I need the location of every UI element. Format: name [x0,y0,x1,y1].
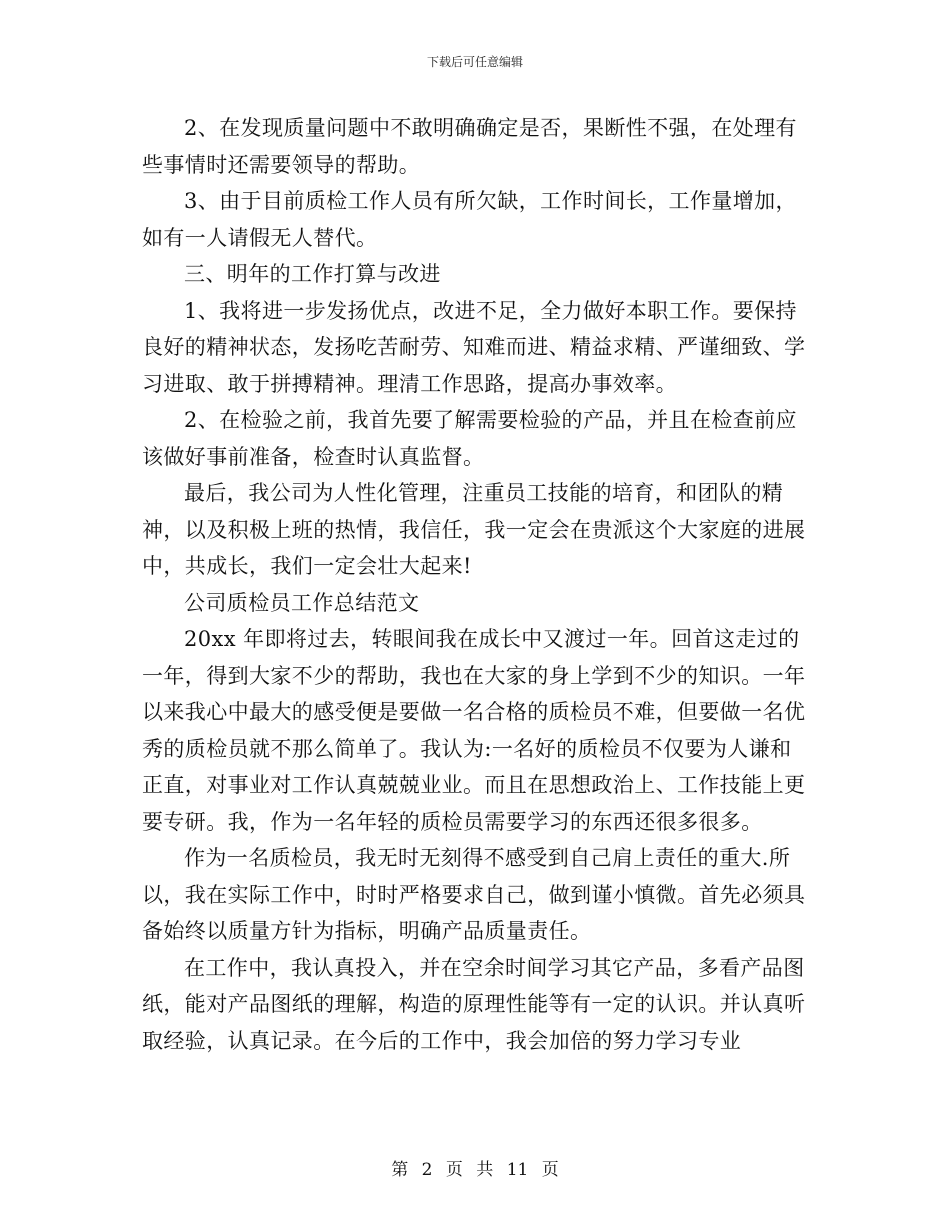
section-heading: 三、明年的工作打算与改进 [184,262,441,286]
document-title: 公司质检员工作总结范文 [184,590,420,615]
paragraph: 最后，我公司为人性化管理，注重员工技能的培育，和团队的精神，以及积极上班的热情，我信任，我一定会在贵派这个大家庭的进展中，共成长，我们一定会壮大起来! [142,481,806,578]
paragraph: 1、我将进一步发扬优点，改进不足，全力做好本职工作。要保持良好的精神状态，发扬吃苦耐劳、知难而进、精益求精、严谨细致、学习进取、敢于拼搏精神。理清工作思路，提高办事效率。 [142,298,806,396]
paragraph: 作为一名质检员，我无时无刻得不感受到自己肩上责任的重大.所以，我在实际工作中，时时严格要求自己，做到谨小慎微。首先必须具备始终以质量方针为指标，明确产品质量责任。 [142,846,806,943]
page-number: 第 2 页 共 11 页 [391,1160,559,1180]
paragraph: 在工作中，我认真投入，并在空余时间学习其它产品，多看产品图纸，能对产品图纸的理解，构造的原理性能等有一定的认识。并认真听取经验，认真记录。在今后的工作中，我会加倍的努力学习专业 [142,955,806,1053]
document-body [142,110,810,1059]
paragraph: 2、在发现质量问题中不敢明确确定是否，果断性不强，在处理有些事情时还需要领导的帮助。 [142,116,797,177]
page-header-note: 下载后可任意编辑 [426,55,523,69]
paragraph: 2、在检验之前，我首先要了解需要检验的产品，并且在检查前应该做好事前准备，检查时认真监督。 [142,408,797,469]
paragraph: 20xx 年即将过去，转眼间我在成长中又渡过一年。回首这走过的一年，得到大家不少的帮助，我也在大家的身上学到不少的知识。一年以来我心中最大的感受便是要做一名合格的质检员不难，但要做一名优秀的质检员就不那么简单了。我认为:一名好的质检员不仅要为人谦和正直，对事业对工作认真兢兢业业。而且在思想政治上、工作技能上更要专研。我，作为一名年轻的质检员需要学习的东西还很多很多。 [142,627,806,834]
paragraph: 3、由于目前质检工作人员有所欠缺，工作时间长，工作量增加，如有一人请假无人替代。 [142,189,797,250]
